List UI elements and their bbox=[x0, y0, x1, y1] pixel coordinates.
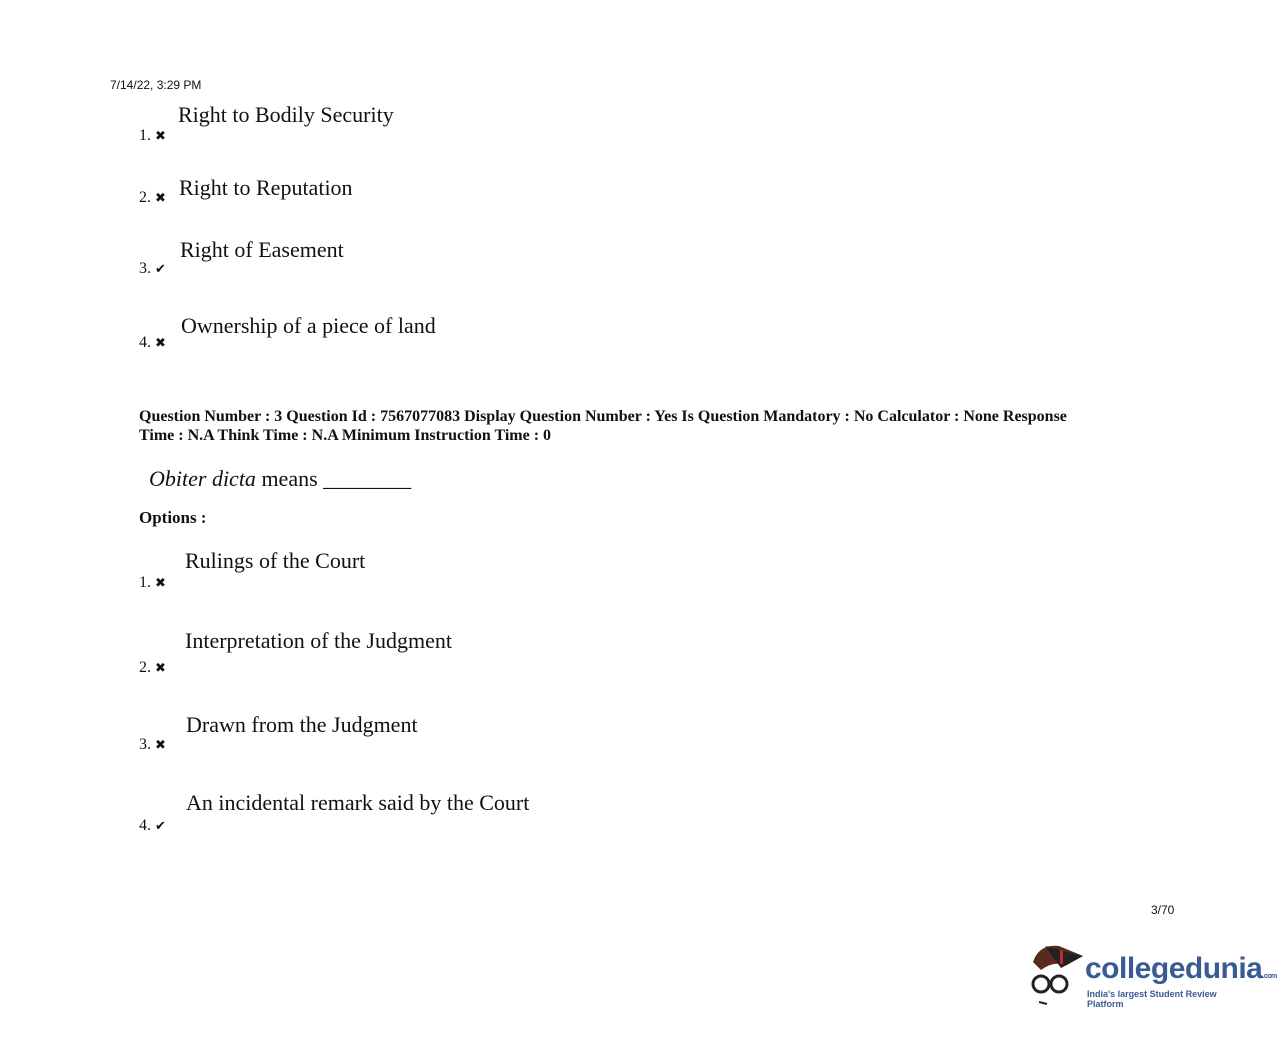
option-text: An incidental remark said by the Court bbox=[186, 790, 530, 815]
cross-icon: ✖ bbox=[155, 128, 166, 143]
option-number bbox=[139, 189, 166, 207]
meta-line-1: Question Number : 3 Question Id : 7567077083 Display Question Number : Yes Is Question Mandatory : No Calculator : None Response bbox=[139, 408, 1067, 425]
check-icon: ✔ bbox=[155, 261, 166, 276]
number: 1. bbox=[139, 574, 151, 591]
check-icon: ✔ bbox=[155, 818, 166, 833]
cross-icon: ✖ bbox=[155, 335, 166, 350]
number: 3. bbox=[139, 736, 151, 753]
option-number bbox=[139, 127, 166, 145]
logo-name: collegedunia bbox=[1085, 952, 1263, 985]
cross-icon: ✖ bbox=[155, 660, 166, 675]
cross-icon: ✖ bbox=[155, 190, 166, 205]
option-text: Interpretation of the Judgment bbox=[185, 628, 452, 653]
option-number bbox=[139, 574, 166, 592]
number: 1. bbox=[139, 127, 151, 144]
question-italic: Obiter dicta bbox=[149, 466, 256, 491]
cross-icon: ✖ bbox=[155, 575, 166, 590]
collegedunia-logo bbox=[1025, 940, 1277, 1010]
number: 2. bbox=[139, 189, 151, 206]
option-text: Right of Easement bbox=[180, 237, 344, 262]
option-number bbox=[139, 817, 166, 835]
option-number bbox=[139, 659, 166, 677]
option-number bbox=[139, 260, 166, 278]
meta-line-2: Time : N.A Think Time : N.A Minimum Instruction Time : 0 bbox=[139, 427, 552, 444]
option-text: Drawn from the Judgment bbox=[186, 712, 418, 737]
option-text: Right to Bodily Security bbox=[178, 102, 394, 127]
question-text bbox=[149, 466, 411, 492]
mascot-icon bbox=[1025, 940, 1087, 1006]
print-datetime: 7/14/22, 3:29 PM bbox=[110, 78, 202, 92]
number: 4. bbox=[139, 817, 151, 834]
number: 3. bbox=[139, 260, 151, 277]
option-text: Rulings of the Court bbox=[185, 548, 366, 573]
option-text: Ownership of a piece of land bbox=[181, 313, 436, 338]
number: 2. bbox=[139, 659, 151, 676]
logo-suffix: .com bbox=[1262, 973, 1277, 980]
option-text: Right to Reputation bbox=[179, 175, 353, 200]
question-rest: means ________ bbox=[255, 466, 412, 491]
option-number bbox=[139, 334, 166, 352]
options-label: Options : bbox=[139, 508, 207, 527]
logo-tagline: India's largest Student Review Platform bbox=[1087, 989, 1217, 1009]
number: 4. bbox=[139, 334, 151, 351]
page-number: 3/70 bbox=[1151, 903, 1175, 917]
question-meta bbox=[139, 407, 1159, 445]
cross-icon: ✖ bbox=[155, 737, 166, 752]
option-number bbox=[139, 736, 166, 754]
